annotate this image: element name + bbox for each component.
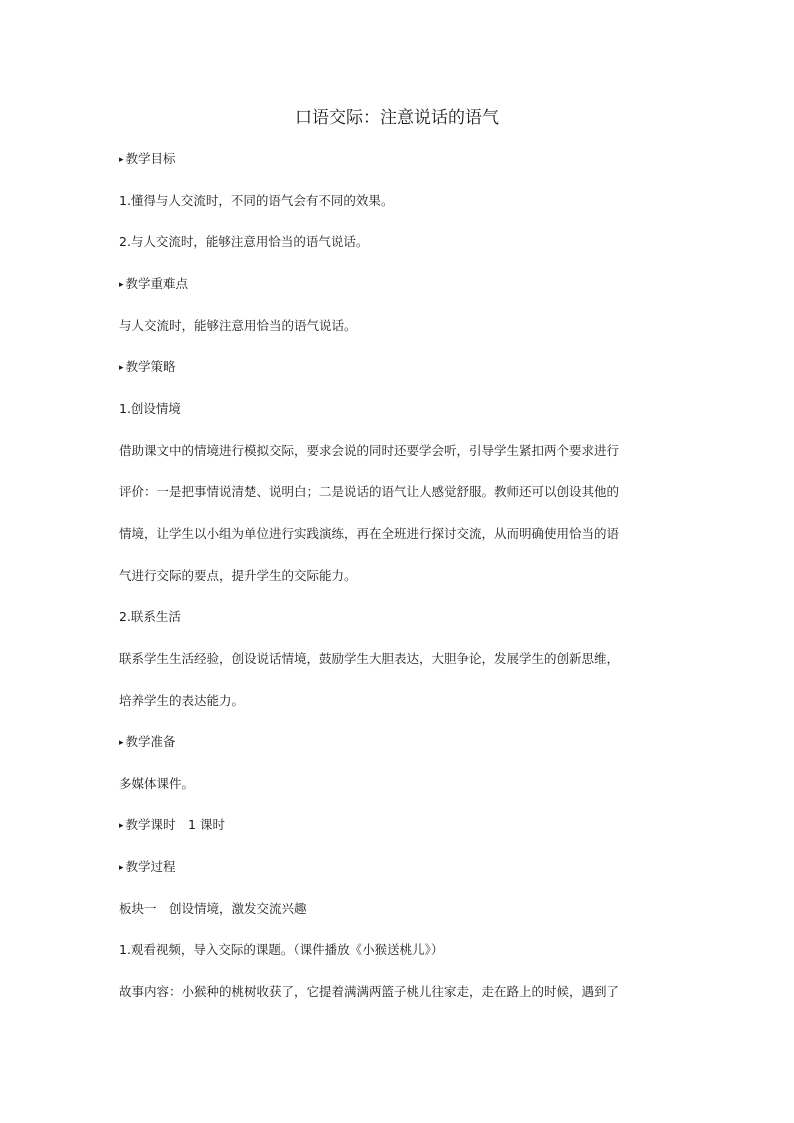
bullet-icon: ▸ [119, 363, 124, 373]
paragraph-line: 联系学生生活经验，创设说话情境，鼓励学生大胆表达，大胆争论，发展学生的创新思维， [119, 651, 620, 666]
paragraph-line: 培养学生的表达能力。 [119, 693, 245, 708]
heading-text: 教学重难点 [125, 276, 189, 291]
goal-item-1: 1.懂得与人交流时，不同的语气会有不同的效果。 [119, 193, 394, 208]
bullet-icon: ▸ [119, 821, 124, 831]
section-heading-process [119, 857, 176, 878]
heading-text: 教学准备 [125, 734, 176, 749]
paragraph-line: 借助课文中的情境进行模拟交际，要求会说的同时还要学会听，引导学生紧扣两个要求进行 [119, 443, 620, 458]
story-text: 故事内容：小猴种的桃树收获了，它提着满满两篮子桃儿往家走，走在路上的时候，遇到了 [119, 984, 620, 999]
heading-text: 教学过程 [125, 859, 176, 874]
section-heading-hours [119, 815, 225, 836]
heading-text: 教学策略 [125, 359, 176, 374]
section-heading-goals [119, 149, 176, 170]
strategy-2-title: 2.联系生活 [119, 609, 181, 624]
bullet-icon: ▸ [119, 155, 124, 165]
block-1-title: 板块一 创设情境，激发交流兴趣 [119, 901, 307, 916]
bullet-icon: ▸ [119, 280, 124, 290]
goal-item-2: 2.与人交流时，能够注意用恰当的语气说话。 [119, 234, 369, 249]
key-points-text: 与人交流时，能够注意用恰当的语气说话。 [119, 318, 357, 333]
page-title: 口语交际：注意说话的语气 [295, 108, 499, 128]
paragraph-line: 评价：一是把事情说清楚、说明白；二是说话的语气让人感觉舒服。教师还可以创设其他的 [119, 484, 620, 499]
heading-text: 教学课时 1 课时 [125, 817, 225, 832]
paragraph-line: 情境，让学生以小组为单位进行实践演练，再在全班进行探讨交流，从而明确使用恰当的语 [119, 526, 620, 541]
bullet-icon: ▸ [119, 863, 124, 873]
section-heading-prep [119, 732, 176, 753]
step-1-text: 1.观看视频，导入交际的课题。（课件播放《小猴送桃儿》） [119, 942, 444, 957]
heading-text: 教学目标 [125, 151, 176, 166]
strategy-1-title: 1.创设情境 [119, 401, 181, 416]
paragraph-line: 气进行交际的要点，提升学生的交际能力。 [119, 568, 357, 583]
prep-text: 多媒体课件。 [119, 776, 195, 791]
section-heading-strategy [119, 357, 176, 378]
section-heading-key-points [119, 274, 188, 295]
bullet-icon: ▸ [119, 738, 124, 748]
